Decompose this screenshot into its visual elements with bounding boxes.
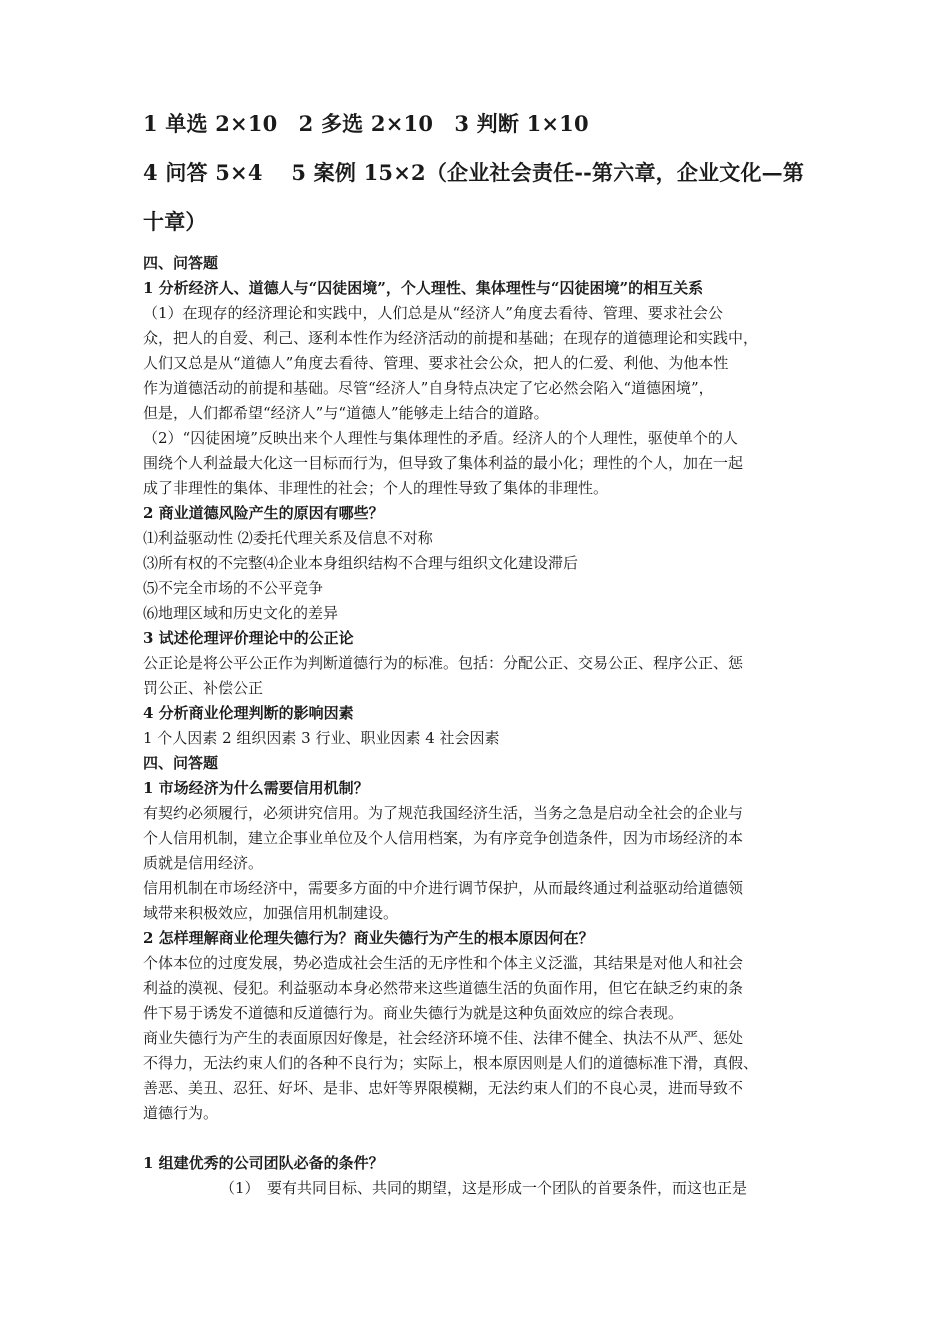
document-body: [143, 251, 823, 1201]
answer-line: 1 个人因素 2 组织因素 3 行业、职业因素 4 社会因素: [143, 729, 500, 747]
exam-format-line-2: 4 问答 5×4 5 案例 15×2（企业社会责任--第六章，企业文化—第: [143, 160, 805, 185]
question-title: 2 商业道德风险产生的原因有哪些？: [143, 504, 384, 522]
list-item: ⑴利益驱动性 ⑵委托代理关系及信息不对称: [143, 529, 433, 547]
answer-line: 有契约必须履行，必须讲究信用。为了规范我国经济生活，当务之急是启动全社会的企业与: [143, 804, 744, 822]
section-title: 四、问答题: [143, 254, 219, 272]
answer-line: 围绕个人利益最大化这一目标而行为，但导致了集体利益的最小化；理性的个人，加在一起: [143, 454, 744, 472]
question-title: 4 分析商业伦理判断的影响因素: [143, 704, 354, 722]
list-item: ⑶所有权的不完整⑷企业本身组织结构不合理与组织文化建设滞后: [143, 554, 579, 572]
question-title: 1 组建优秀的公司团队必备的条件？: [143, 1154, 384, 1172]
exam-format-line-3: 十章）: [143, 209, 207, 234]
answer-line: 成了非理性的集体、非理性的社会；个人的理性导致了集体的非理性。: [143, 479, 609, 497]
answer-line: 质就是信用经济。: [143, 854, 264, 872]
answer-line: 不得力，无法约束人们的各种不良行为；实际上，根本原因则是人们的道德标准下滑，真假、: [143, 1054, 759, 1072]
answer-line: 公正论是将公平公正作为判断道德行为的标准。包括：分配公正、交易公正、程序公正、惩: [143, 654, 744, 672]
answer-line: 但是，人们都希望“经济人”与“道德人”能够走上结合的道路。: [143, 404, 549, 422]
question-title: 1 市场经济为什么需要信用机制？: [143, 779, 369, 797]
answer-line: （1） 要有共同目标、共同的期望，这是形成一个团队的首要条件，而这也正是: [220, 1179, 748, 1197]
question-title: 3 试述伦理评价理论中的公正论: [143, 629, 354, 647]
answer-line: 域带来积极效应，加强信用机制建设。: [143, 904, 399, 922]
spacer: [143, 1126, 823, 1151]
answer-line: 件下易于诱发不道德和反道德行为。商业失德行为就是这种负面效应的综合表现。: [143, 1004, 684, 1022]
list-item: ⑸不完全市场的不公平竞争: [143, 579, 324, 597]
answer-line: 个人信用机制，建立企事业单位及个人信用档案，为有序竞争创造条件，因为市场经济的本: [143, 829, 744, 847]
answer-line: 信用机制在市场经济中，需要多方面的中介进行调节保护，从而最终通过利益驱动给道德领: [143, 879, 744, 897]
question-title: 2 怎样理解商业伦理失德行为？商业失德行为产生的根本原因何在？: [143, 929, 594, 947]
answer-line: （2）“囚徒困境”反映出来个人理性与集体理性的矛盾。经济人的个人理性，驱使单个的人: [143, 429, 738, 447]
answer-line: 罚公正、补偿公正: [143, 679, 264, 697]
answer-line: 道德行为。: [143, 1104, 219, 1122]
list-item: ⑹地理区域和历史文化的差异: [143, 604, 339, 622]
answer-line: 个体本位的过度发展，势必造成社会生活的无序性和个体主义泛滥，其结果是对他人和社会: [143, 954, 744, 972]
exam-format-line-1: 1 单选 2×10 2 多选 2×10 3 判断 1×10: [143, 111, 589, 136]
question-title: 1 分析经济人、道德人与“囚徒困境”，个人理性、集体理性与“囚徒困境”的相互关系: [143, 279, 704, 297]
answer-line: 善恶、美丑、忍狂、好坏、是非、忠奸等界限模糊，无法约束人们的不良心灵，进而导致不: [143, 1079, 744, 1097]
answer-line: 利益的漠视、侵犯。利益驱动本身必然带来这些道德生活的负面作用，但它在缺乏约束的条: [143, 979, 744, 997]
answer-line: （1）在现存的经济理论和实践中，人们总是从“经济人”角度去看待、管理、要求社会公: [143, 304, 723, 322]
answer-line: 众，把人的自爱、利己、逐利本性作为经济活动的前提和基础；在现存的道德理论和实践中，: [143, 329, 759, 347]
section-title: 四、问答题: [143, 754, 219, 772]
answer-line: 人们又总是从“道德人”角度去看待、管理、要求社会公众，把人的仁爱、利他、为他本性: [143, 354, 729, 372]
answer-line: 商业失德行为产生的表面原因好像是，社会经济环境不佳、法律不健全、执法不从严、惩处: [143, 1029, 744, 1047]
answer-line: 作为道德活动的前提和基础。尽管“经济人”自身特点决定了它必然会陷入“道德困境”，: [143, 379, 714, 397]
